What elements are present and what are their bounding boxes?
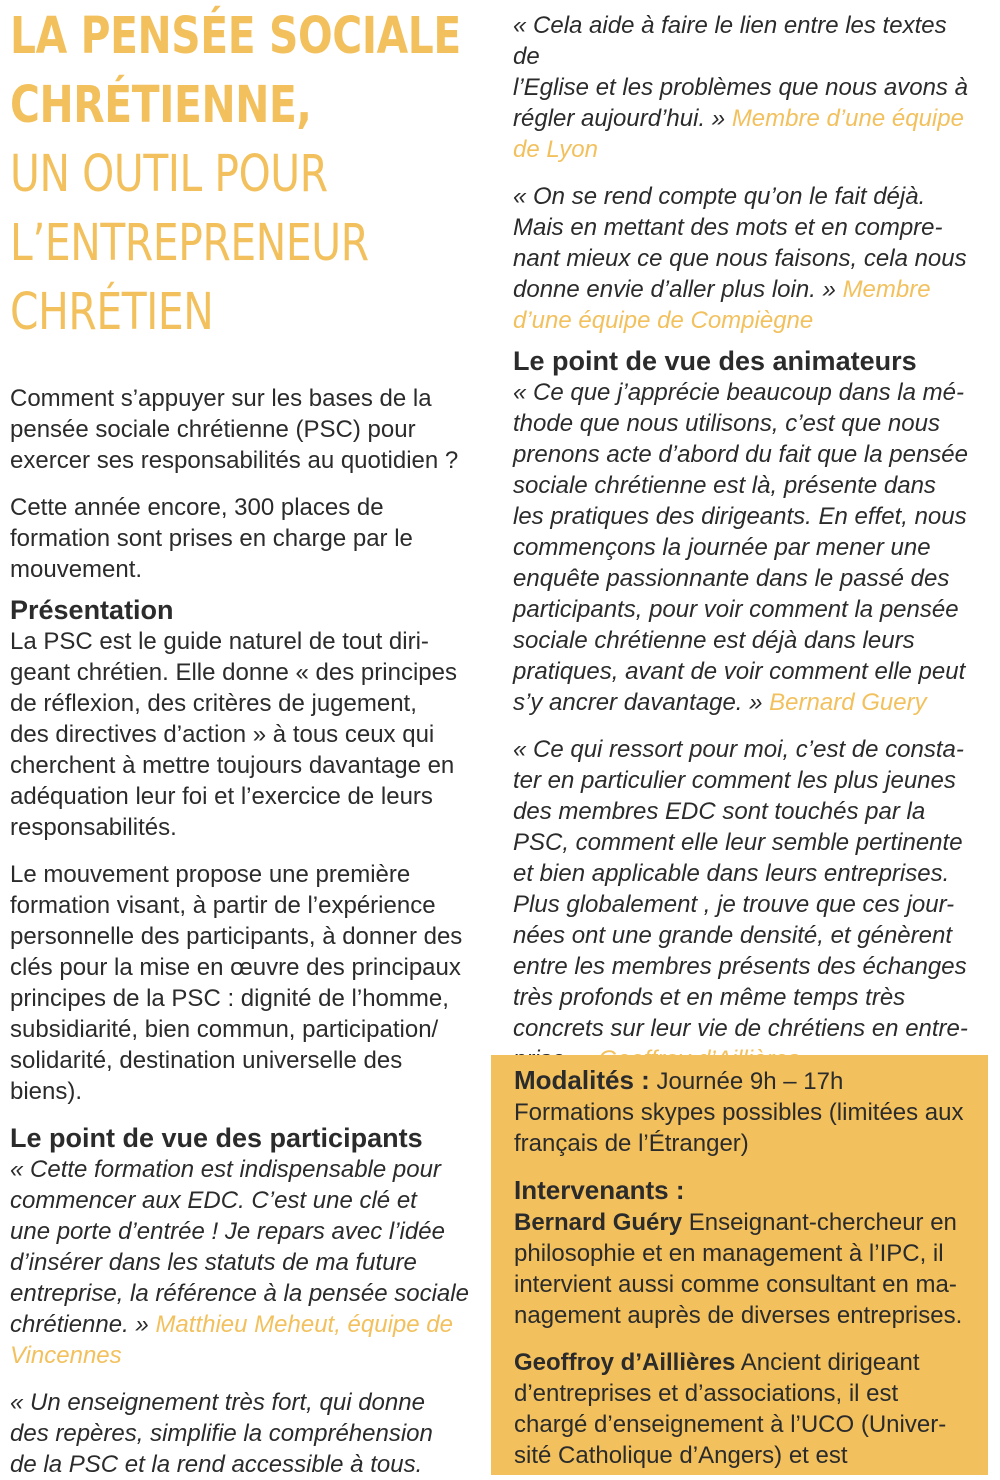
quote-author: Matthieu Meheut, équipe de [155, 1311, 453, 1338]
title-line-2: CHRÉTIENNE, [10, 76, 312, 135]
presentation-paragraph: La PSC est le guide naturel de tout diri- geant chrétien. Elle donne « des principes de réflexion, des critères de jugement, des directives d’action » à tous ceux qui cherchent à mettre toujours davantage en adéquation leur foi et l’exercice de leurs responsabilités. [10, 628, 457, 841]
quote-author: Bernard Guery [769, 689, 927, 716]
participant-quote-2: « Un enseignement très fort, qui donne des repères, simplifie la compréhension de la PSC et la rend accessible à tous. [10, 1389, 433, 1478]
quote-author: Membre [842, 276, 931, 303]
intervenants-label: Intervenants : [514, 1175, 685, 1205]
animateur-quote-2: « Ce qui ressort pour moi, c’est de consta- ter en particulier comment les plus jeunes des membres EDC sont touchés par la PSC, comment elle leur semble pertinente et bien applicable dans leurs entreprises. Plus globalement , je trouve que ces jour- nées ont une grande densité, et génèrent entre les membres présents des échanges très profonds et en même temps très concrets sur leur vie de chrétiens en entre- [513, 734, 975, 1075]
quote-author: d’une équipe de Compiègne [513, 307, 814, 334]
title-line-5: CHRÉTIEN [10, 283, 214, 342]
intervenants-block: Intervenants : Bernard Guéry Enseignant-chercheur en philosophie et en management à l’IPC, il intervient aussi comme consultant en ma- nagement auprès de diverses entreprises. [514, 1175, 963, 1329]
modalites-block: Modalités : Journée 9h – 17h Formations skypes possibles (limitées aux français de l’Étranger) [514, 1065, 964, 1157]
right-column [513, 0, 975, 1075]
info-box [491, 1055, 988, 1475]
participant-quote-1: « Cette formation est indispensable pour commencer aux EDC. C’est une clé et une porte d’entrée ! Je repars avec l’idée d’insérer dans les statuts de ma future entreprise, la référence à la pensée sociale chrétienne. » Matthieu Meheut, équipe de Vincennes [10, 1156, 469, 1369]
quote-author: Membre d’une équipe [731, 105, 964, 132]
left-column [10, 0, 472, 1480]
speaker-name-aillieres: Geoffroy d’Aillières [514, 1349, 736, 1376]
title-line-3: UN OUTIL POUR [10, 145, 328, 204]
presentation-heading: Présentation [10, 595, 174, 625]
animateurs-heading: Le point de vue des animateurs [513, 346, 917, 376]
quote-author: de Lyon [513, 136, 598, 163]
quote-author: Vincennes [10, 1342, 122, 1369]
speaker-name-guery: Bernard Guéry [514, 1209, 683, 1236]
title-line-4: L’ENTREPRENEUR [10, 214, 369, 273]
participant-quote-4: « On se rend compte qu’on le fait déjà. Mais en mettant des mots et en compre- nant mieux ce que nous faisons, cela nous donne envie d’aller plus loin. » Membre d’une équipe de Compiègne [513, 183, 967, 334]
modalites-label: Modalités : [514, 1065, 650, 1095]
intro-question: Comment s’appuyer sur les bases de la pensée sociale chrétienne (PSC) pour exercer ses responsabilités au quotidien ? [10, 385, 459, 474]
participant-quote-3: « Cela aide à faire le lien entre les textes de l’Eglise et les problèmes que nous avons à régler aujourd’hui. » Membre d’une équipe de Lyon [513, 12, 968, 163]
formation-paragraph: Le mouvement propose une première formation visant, à partir de l’expérience personnelle des participants, à donner des clés pour la mise en œuvre des principaux principes de la PSC : dignité de l’homme, subsidiarité, bien commun, participation/ solidarité, destination universelle des biens). [10, 861, 463, 1105]
title-line-1: LA PENSÉE SOCIALE [10, 7, 461, 66]
participants-heading: Le point de vue des participants [10, 1123, 423, 1153]
modalites-value: Journée 9h – 17h [649, 1068, 844, 1095]
intro-places: Cette année encore, 300 places de formation sont prises en charge par le mouvement. [10, 494, 413, 583]
page-title [10, 0, 461, 347]
animateur-quote-1: « Ce que j’apprécie beaucoup dans la mé- thode que nous utilisons, c’est que nous prenons acte d’abord du fait que la pensée sociale chrétienne est là, présente dans les pratiques des dirigeants. En effet, nous commençons la journée par mener une enquête passionnante dans le passé des participants, pour voir comment la pensée sociale chrétienne est déjà dans leurs pratiques, avant de voir comment elle peut s’y ancrer davantage. » Bernard Guery [513, 379, 969, 716]
aillieres-block: Geoffroy d’Aillières Ancient dirigeant d’entreprises et d’associations, il est chargé d’enseignement à l’UCO (Univer- sité Catholique d’Angers) et est [514, 1349, 947, 1469]
